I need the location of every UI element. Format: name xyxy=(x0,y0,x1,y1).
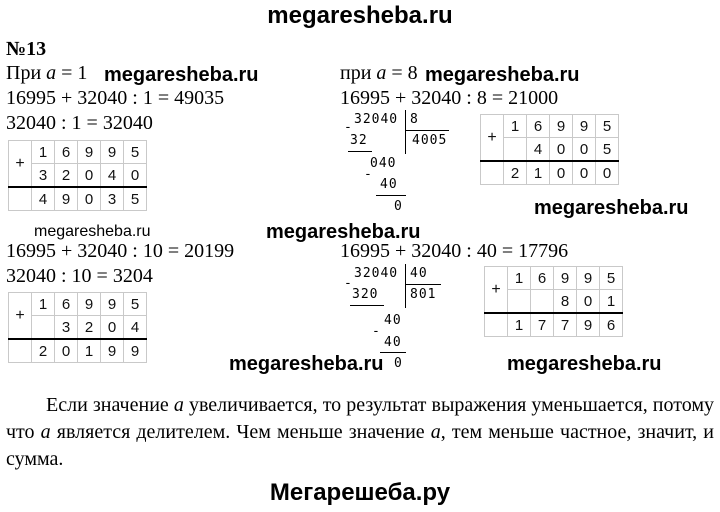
watermark-2: megaresheba.ru xyxy=(425,64,580,86)
case4-addition-grid xyxy=(484,266,623,337)
conclusion-text-3: является делителем. Чем меньше значение xyxy=(50,421,431,443)
digit: 9 xyxy=(78,141,101,164)
case2-cond-suffix: = 8 xyxy=(386,62,418,84)
empty-cell xyxy=(485,313,508,337)
conclusion-text-1: Если значение xyxy=(46,394,174,416)
case1-cond-suffix: = 1 xyxy=(56,62,88,84)
digit: 0 xyxy=(101,316,124,340)
watermark-5: megaresheba.ru xyxy=(266,221,421,243)
ld-vertical-bar xyxy=(405,264,406,308)
plus-sign: + xyxy=(9,141,32,188)
case2-var: a xyxy=(376,62,387,84)
empty-cell xyxy=(9,187,32,211)
digit: 9 xyxy=(577,313,600,337)
ld-quotient-bar xyxy=(405,130,449,131)
conclusion-var-1: a xyxy=(173,394,184,416)
digit: 1 xyxy=(508,313,531,337)
digit: 1 xyxy=(527,161,550,185)
digit: 0 xyxy=(78,164,101,188)
digit: 9 xyxy=(101,339,124,363)
digit: 0 xyxy=(577,290,600,314)
watermark-7: megaresheba.ru xyxy=(507,353,662,375)
ld-minus: - xyxy=(344,276,353,291)
digit: 6 xyxy=(531,267,554,290)
case3-division: 32040 : 10 = 3204 xyxy=(6,265,153,287)
ld-underline-2 xyxy=(376,195,406,196)
digit xyxy=(504,138,527,162)
watermark-6: megaresheba.ru xyxy=(229,353,384,375)
digit: 5 xyxy=(124,141,147,164)
ld-underline-2 xyxy=(380,352,406,353)
ld-dividend: 32040 xyxy=(354,112,399,127)
case3-addition-grid xyxy=(8,292,147,363)
digit xyxy=(531,290,554,314)
case2-expression: 16995 + 32040 : 8 = 21000 xyxy=(340,87,559,109)
ld-subtrahend-1: 320 xyxy=(352,287,379,302)
case1-addition-grid xyxy=(8,140,147,211)
ld-remainder-2: 0 xyxy=(394,199,403,214)
ld-quotient: 801 xyxy=(410,287,437,302)
empty-cell xyxy=(9,339,32,363)
ld-vertical-bar xyxy=(405,110,406,154)
case3-expression: 16995 + 32040 : 10 = 20199 xyxy=(6,240,235,262)
digit: 1 xyxy=(78,339,101,363)
task-number: №13 xyxy=(6,38,47,60)
ld-minus-2: - xyxy=(372,324,381,339)
ld-minus-2: - xyxy=(364,167,373,182)
ld-divisor: 8 xyxy=(410,112,419,127)
digit: 3 xyxy=(32,164,55,188)
case1-cond-prefix: При xyxy=(6,62,47,84)
digit: 5 xyxy=(600,267,623,290)
digit: 0 xyxy=(550,161,573,185)
ld-divisor: 40 xyxy=(410,266,428,281)
digit: 0 xyxy=(573,138,596,162)
ld-remainder-2: 0 xyxy=(394,356,403,371)
case1-condition xyxy=(6,62,87,85)
digit: 1 xyxy=(32,141,55,164)
ld-underline-1 xyxy=(350,305,384,306)
digit: 9 xyxy=(124,339,147,363)
conclusion-text-4: , тем меньше частное, значит, и сумма. xyxy=(6,421,714,470)
digit: 4 xyxy=(124,316,147,340)
ld-dividend: 32040 xyxy=(354,266,399,281)
watermark-4: megaresheba.ru xyxy=(34,223,151,240)
digit: 9 xyxy=(573,115,596,138)
ld-remainder-1: 40 xyxy=(384,313,402,328)
ld-underline-1 xyxy=(348,151,372,152)
watermark-bottom[interactable]: Мегарешеба.ру xyxy=(269,479,451,506)
digit: 6 xyxy=(55,293,78,316)
digit: 0 xyxy=(596,161,619,185)
case2-cond-prefix: при xyxy=(340,62,377,84)
digit: 1 xyxy=(508,267,531,290)
digit: 6 xyxy=(55,141,78,164)
digit: 6 xyxy=(527,115,550,138)
digit: 4 xyxy=(32,187,55,211)
digit: 1 xyxy=(32,293,55,316)
digit: 2 xyxy=(504,161,527,185)
ld-remainder-1: 040 xyxy=(370,156,397,171)
digit: 2 xyxy=(32,339,55,363)
conclusion-var-3: a xyxy=(430,421,441,443)
ld-subtrahend-1: 32 xyxy=(350,133,368,148)
digit: 5 xyxy=(596,138,619,162)
plus-sign: + xyxy=(481,115,504,162)
digit: 0 xyxy=(78,187,101,211)
digit: 1 xyxy=(600,290,623,314)
case2-condition xyxy=(340,62,418,85)
digit: 2 xyxy=(55,164,78,188)
ld-quotient-bar xyxy=(405,284,441,285)
ld-subtrahend-2: 40 xyxy=(380,177,398,192)
case1-expression: 16995 + 32040 : 1 = 49035 xyxy=(6,87,225,109)
digit: 6 xyxy=(600,313,623,337)
digit: 7 xyxy=(554,313,577,337)
case1-division: 32040 : 1 = 32040 xyxy=(6,112,153,134)
digit xyxy=(32,316,55,340)
watermark-top[interactable]: megaresheba.ru xyxy=(267,2,453,29)
digit: 9 xyxy=(550,115,573,138)
digit: 2 xyxy=(78,316,101,340)
digit: 9 xyxy=(101,293,124,316)
digit: 9 xyxy=(78,293,101,316)
digit: 7 xyxy=(531,313,554,337)
digit: 4 xyxy=(101,164,124,188)
case1-var: a xyxy=(46,62,57,84)
digit xyxy=(508,290,531,314)
digit: 9 xyxy=(577,267,600,290)
digit: 3 xyxy=(55,316,78,340)
empty-cell xyxy=(481,161,504,185)
digit: 3 xyxy=(101,187,124,211)
watermark-3: megaresheba.ru xyxy=(534,197,689,219)
digit: 9 xyxy=(554,267,577,290)
digit: 9 xyxy=(101,141,124,164)
plus-sign: + xyxy=(9,293,32,340)
digit: 5 xyxy=(124,187,147,211)
digit: 5 xyxy=(596,115,619,138)
ld-quotient: 4005 xyxy=(412,133,448,148)
digit: 9 xyxy=(55,187,78,211)
ld-subtrahend-2: 40 xyxy=(384,335,402,350)
conclusion-var-2: a xyxy=(40,421,51,443)
digit: 0 xyxy=(550,138,573,162)
case4-expression: 16995 + 32040 : 40 = 17796 xyxy=(340,240,569,262)
ld-minus: - xyxy=(344,120,353,135)
watermark-1: megaresheba.ru xyxy=(104,64,259,86)
plus-sign: + xyxy=(485,267,508,314)
digit: 0 xyxy=(55,339,78,363)
case2-addition-grid xyxy=(480,114,619,185)
digit: 5 xyxy=(124,293,147,316)
digit: 8 xyxy=(554,290,577,314)
digit: 0 xyxy=(573,161,596,185)
conclusion-paragraph xyxy=(6,392,714,473)
digit: 1 xyxy=(504,115,527,138)
digit: 0 xyxy=(124,164,147,188)
digit: 4 xyxy=(527,138,550,162)
conclusion-text-2: увеличивается, то результат выражения уменьшается, потому что xyxy=(6,394,714,443)
